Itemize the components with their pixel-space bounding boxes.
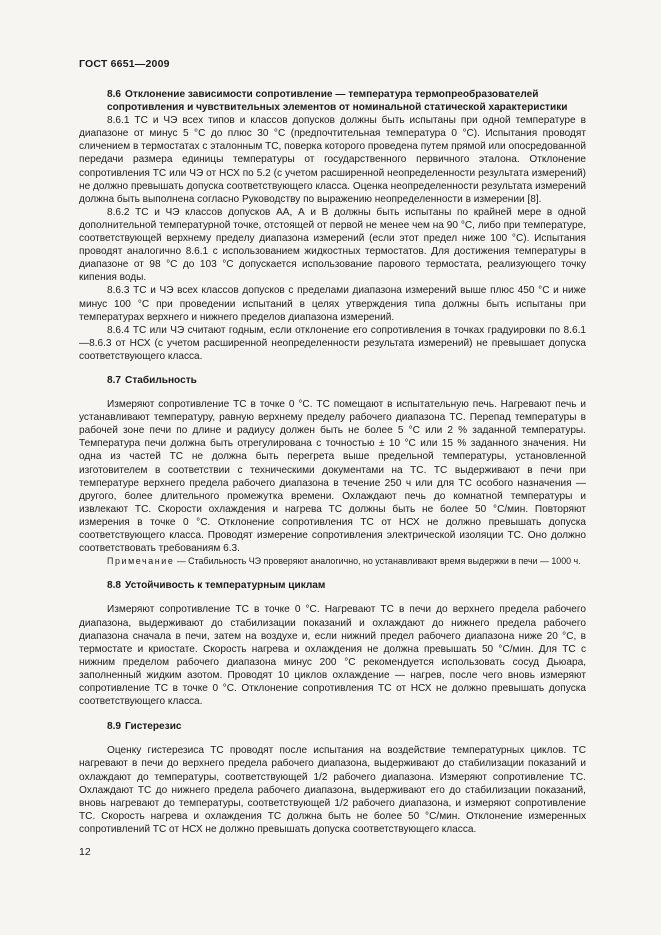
section-number: 8.9 xyxy=(107,721,122,733)
paragraph-8-9: Оценку гистерезиса ТС проводят после испытания на воздействие температурных циклов. ТС нагревают в печи до верхнего предела рабочего диапазона, выдерживают до стабилизации показаний и охлаждают до температуры, соответствующей 1/2 рабочего диапазона. Измеряют сопротивление ТС. Охлаждают ТС до нижнего предела рабочего диапазона, выдерживают его до стабилизации показаний, вновь нагревают до температуры, соответствующей 1/2 рабочего диапазона, и измеряют сопротивление ТС. Скорость нагрева и охлаждения ТС должна быть не более 50 °С/мин. Отклонение измеренных сопротивлений ТС от НСХ не должно превышать допуска соответствующего класса. xyxy=(79,745,586,835)
section-heading-8-6 xyxy=(79,88,586,114)
section-number: 8.6 xyxy=(107,89,122,100)
paragraph-8-8: Измеряют сопротивление ТС в точке 0 °С. Нагревают ТС в печи до верхнего предела рабочего диапазона, выдерживают до стабилизации показаний и охлаждают до нижнего предела рабочего диапазона сначала в печи, затем на воздухе и, если нижний предел рабочего диапазона ниже 20 °С, в термостате и криостате. Скорость нагрева и охлаждения не должна превышать 50 °С/мин. Для ТС с нижним пределом рабочего диапазона минус 200 °С рекомендуется использовать сосуд Дьюара, заполненный жидким азотом. Проводят 10 циклов охлаждение — нагрев, после чего вновь измеряют сопротивление ТС в точке 0 °С. Отклонение сопротивления ТС от НСХ не должно превышать допуска соответствующего класса. xyxy=(79,604,586,708)
paragraph-8-6-2: 8.6.2 ТС и ЧЭ классов допусков АА, А и В должны быть испытаны по крайней мере в одной дополнительной температурной точке, отстоящей от первой не менее чем на 90 °С, либо при температуре, соответствующей верхнему пределу диапазона измерений (если этот предел ниже 100 °С). Испытания проводят аналогично 8.6.1 с использованием жидкостных термостатов. Для достижения температуры в диапазоне от 98 °С до 103 °С допускается использование парового термостата, реализующего точку кипения воды. xyxy=(79,206,586,284)
section-title: Гистерезис xyxy=(125,721,182,733)
document-body xyxy=(79,88,586,836)
section-number: 8.7 xyxy=(107,374,122,386)
section-heading-8-7 xyxy=(79,374,586,387)
section-number: 8.8 xyxy=(107,580,122,592)
section-title: Отклонение зависимости сопротивление — температура термопреобразователей сопротивления и чувствительных элементов от номинальной статической характеристики xyxy=(107,89,568,114)
section-heading-8-9 xyxy=(79,720,586,733)
note-label: Примечание xyxy=(107,556,175,567)
page-number: 12 xyxy=(79,846,91,858)
note-8-7 xyxy=(79,555,586,567)
paragraph-8-7: Измеряют сопротивление ТС в точке 0 °С. ТС помещают в испытательную печь. Нагревают печь и устанавливают температуру, равную верхнему пределу рабочего диапазона ТС. Перепад температуры в рабочей зоне печи по длине и радиусу должен быть не более 5 °С или 2 % заданной температуры. Температура печи должна быть отрегулирована с точностью ± 10 °С или 15 % заданного значения. Ни одна из частей ТС не должна быть перегрета выше предельной температуры, установленной изготовителем в соответствии с техническими документами на ТС. ТС выдерживают в печи при температуре верхнего предела рабочего диапазона в течение 250 ч или для ТС особого назначения — другого, более длительного промежутка времени. Охлаждают печь до комнатной температуры и извлекают ТС. Скорости охлаждения и нагрева ТС должны быть не более 50 °С/мин. Повторяют измерения в точке 0 °С. Отклонение сопротивления ТС от НСХ не должно превышать допуска соответствующего класса. Проводят измерение сопротивления электрической изоляции ТС. Оно должно соответствовать требованиям 6.3. xyxy=(79,399,586,555)
section-title: Устойчивость к температурным циклам xyxy=(125,580,326,592)
document-code: ГОСТ 6651—2009 xyxy=(79,58,170,70)
paragraph-8-6-1: 8.6.1 ТС и ЧЭ всех типов и классов допусков должны быть испытаны при одной температуре в диапазоне от минус 5 °С до плюс 30 °С (предпочтительная температура 0 °С). Испытания проводят сличением в термостатах с эталонным ТС, поверка которого проведена путем прямой или опосредованной передачи размера единицы температуры от государственного первичного эталона. Отклонение сопротивления ТС или ЧЭ от НСХ по 5.2 (с учетом расширенной неопределенности результата измерений) не должно превышать допуска соответствующего класса. Оценка неопределенности результата измерений должна быть выполнена согласно Руководству по выражению неопределенности в измерении [8]. xyxy=(79,115,587,205)
section-heading-8-8 xyxy=(79,579,586,592)
section-title: Стабильность xyxy=(125,374,197,386)
paragraph-8-6-4: 8.6.4 ТС или ЧЭ считают годным, если отклонение его сопротивления в точках градуировки по 8.6.1—8.6.3 от НСХ (с учетом расширенной неопределенности результата измерений) не превышает допуска соответствующего класса. xyxy=(79,324,586,362)
note-text: — Стабильность ЧЭ проверяют аналогично, но устанавливают время выдержки в печи — 1000 ч. xyxy=(174,556,581,567)
paragraph-8-6-3: 8.6.3 ТС и ЧЭ всех классов допусков с пределами диапазона измерений выше плюс 450 °С и ниже минус 100 °С при проведении испытаний в целях утверждения типа должны быть испытаны при температурах верхнего и нижнего пределов диапазона измерений. xyxy=(79,285,586,323)
